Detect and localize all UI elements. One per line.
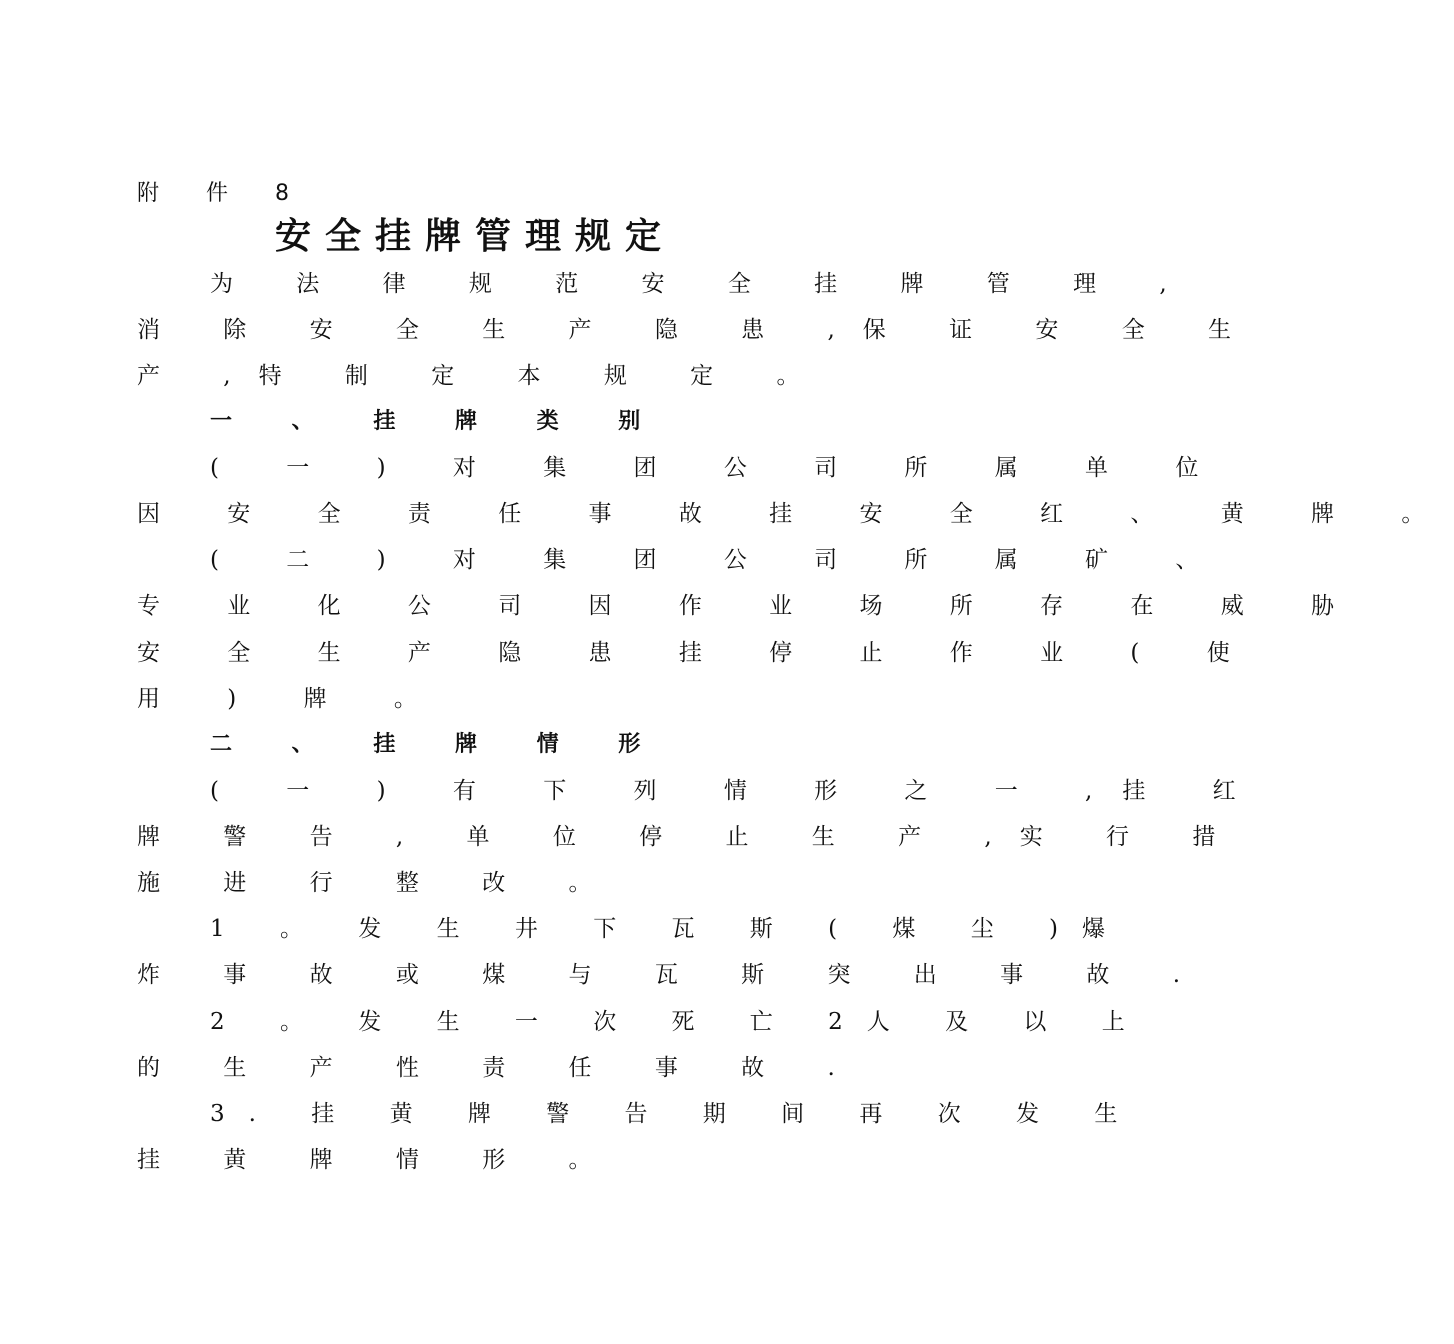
- section-1-item-2-line-3: 安 全 生 产 隐 患 挂 停 止 作 业 ( 使: [137, 640, 1260, 666]
- section-2-sub-2-line-2: 的 生 产 性 责 任 事 故 .: [137, 1055, 863, 1081]
- intro-line-2: 消 除 安 全 生 产 隐 患 ,保 证 安 全 生: [137, 317, 1260, 343]
- section-2-item-1-line-2: 牌 警 告 , 单 位 停 止 生 产 ,实 行 措: [137, 824, 1244, 850]
- section-2-sub-1-line-2: 炸 事 故 或 煤 与 瓦 斯 突 出 事 故 .: [137, 962, 1209, 988]
- section-2-item-1-line-1: ( 一 ) 有 下 列 情 形 之 一 ,挂 红: [210, 778, 1266, 804]
- section-2-sub-3-line-1: 3. 挂 黄 牌 警 告 期 间 再 次 发 生: [210, 1101, 1142, 1127]
- section-2-heading: 二 、 挂 牌 情 形: [210, 732, 667, 757]
- section-1-item-1-line-2: 因 安 全 责 任 事 故 挂 安 全 红 、 黄 牌 。: [137, 501, 1454, 527]
- document-title: 安全挂牌管理规定: [274, 215, 675, 257]
- annex-label: 附 件 8: [137, 181, 309, 206]
- intro-line-3: 产 ,特 制 定 本 规 定 。: [137, 363, 828, 389]
- section-2-sub-2-line-1: 2 。 发 生 一 次 死 亡 2人 及 以 上: [210, 1009, 1149, 1035]
- intro-line-1: 为 法 律 规 范 安 全 挂 牌 管 理 ,: [210, 271, 1195, 297]
- section-2-sub-3-line-2: 挂 黄 牌 情 形 。: [137, 1147, 620, 1173]
- section-1-item-1-line-1: ( 一 ) 对 集 团 公 司 所 属 单 位: [210, 455, 1229, 481]
- section-1-item-2-line-4: 用 ) 牌 。: [137, 686, 447, 712]
- section-2-item-1-line-3: 施 进 行 整 改 。: [137, 870, 620, 896]
- section-1-heading: 一 、 挂 牌 类 别: [210, 409, 667, 434]
- section-1-item-2-line-1: ( 二 ) 对 集 团 公 司 所 属 矿 、: [210, 547, 1229, 573]
- section-2-sub-1-line-1: 1 。 发 生 井 下 瓦 斯 ( 煤 尘 )爆: [210, 916, 1130, 942]
- section-1-item-2-line-2: 专 业 化 公 司 因 作 业 场 所 存 在 威 胁: [137, 593, 1365, 619]
